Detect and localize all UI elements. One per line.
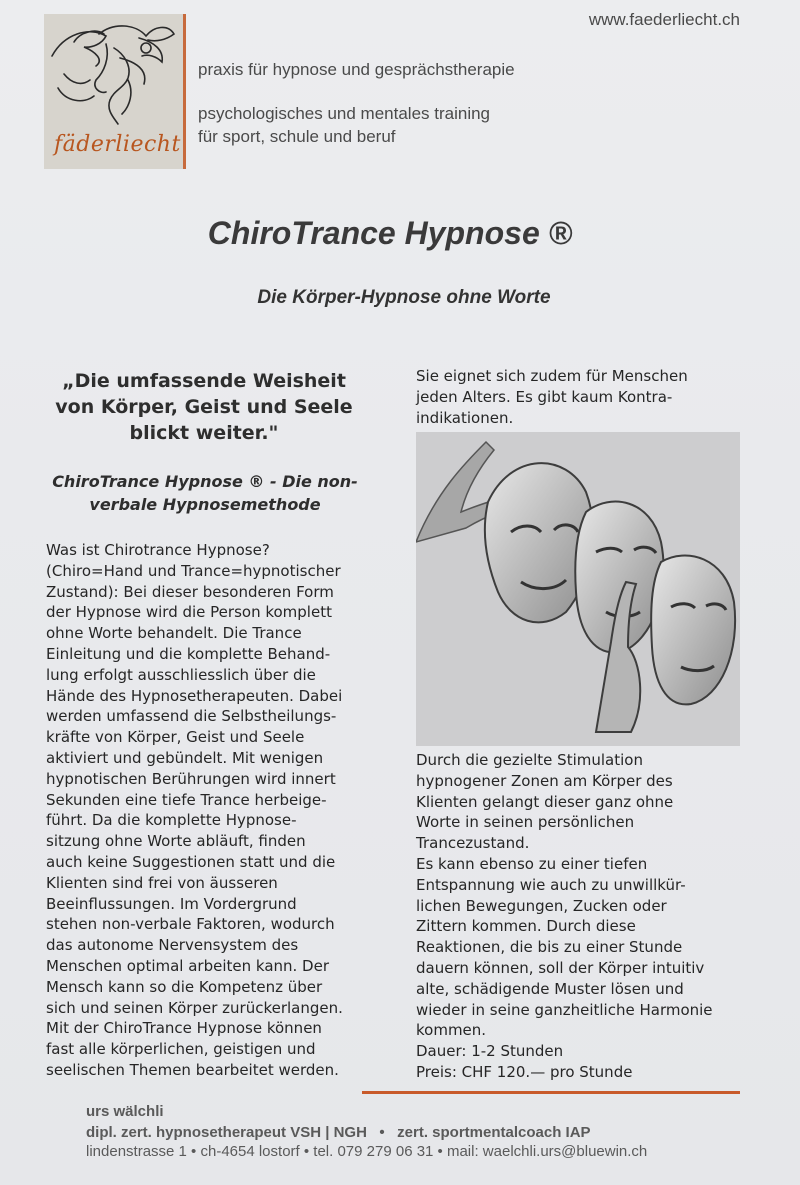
tagline-training: psychologisches und mentales training für sport, schule und beruf — [198, 104, 491, 146]
footer-address: lindenstrasse 1 • ch-4654 lostorf • tel. 079 279 06 31 • mail: waelchli.urs@bluewin.ch — [86, 1143, 648, 1160]
quote: „Die umfassende Weisheit von Körper, Geist und Seele blickt weiter." — [55, 370, 353, 444]
masks-sculpture-image — [416, 432, 740, 746]
left-column-text: Was ist Chirotrance Hypnose? (Chiro=Hand und Trance=hypnotischer Zustand): Bei dieser besonderen Form der Hypnose wird die Person komplett ohne Worte behandelt. Die Trance Einleitung und die komplette Behand- lung erfolgt ausschliesslich über die Hände des Hypnosetherapeuten. Dabei werden umfassend die Selbstheilungs- kräfte von Körper, Geist und Seele aktiviert und gebündelt. Mit wenigen hypnotischen Berührungen wird innert Sekunden eine tiefe Trance herbeige- führt. Da die komplette Hypnose- sitzung ohne Worte abläuft, finden auch keine Suggestionen statt und die Klienten sind frei von äusseren Beeinflussungen. Im Vordergrund stehen non-verbale Faktoren, wodurch das autonome Nervensystem des Menschen optimal arbeiten kann. Der Mensch kann so die Kompetenz über sich und seinen Körper zurückerlangen. Mit der ChiroTrance Hypnose können fast alle körperlichen, geistigen und seelischen Themen bearbeitet werden. — [46, 541, 343, 1079]
footer-divider — [362, 1091, 740, 1094]
logo-wordmark: fäderliecht — [54, 132, 181, 157]
logo — [44, 14, 186, 169]
right-column-intro: Sie eignet sich zudem für Menschen jeden Alters. Es gibt kaum Kontra- indikationen. — [416, 367, 688, 427]
method-heading: ChiroTrance Hypnose ® - Die non-verbale Hypnosemethode — [52, 472, 358, 514]
page-title: ChiroTrance Hypnose ® — [207, 215, 573, 251]
page-subtitle: Die Körper-Hypnose ohne Worte — [257, 287, 551, 308]
website-url: www.faederliecht.ch — [588, 10, 740, 29]
right-column-text: Durch die gezielte Stimulation hypnogener Zonen am Körper des Klienten gelangt dieser ganz ohne Worte in seinen persönlichen Trancezustand. Es kann ebenso zu einer tiefen Entspannung wie auch zu unwillkür- lichen Bewegungen, Zucken oder Zittern kommen. Durch diese Reaktionen, die bis zu einer Stunde dauern können, soll der Körper intuitiv alte, schädigende Muster lösen und wieder in seine ganzheitliche Harmonie kommen. Dauer: 1-2 Stunden Preis: CHF 120.— pro Stunde — [416, 751, 713, 1081]
footer-name: urs wälchli — [86, 1103, 164, 1120]
footer-credentials: dipl. zert. hypnosetherapeut VSH | NGH • zert. sportmentalcoach IAP — [86, 1124, 591, 1141]
tagline-practice: praxis für hypnose und gesprächstherapie — [198, 60, 515, 79]
